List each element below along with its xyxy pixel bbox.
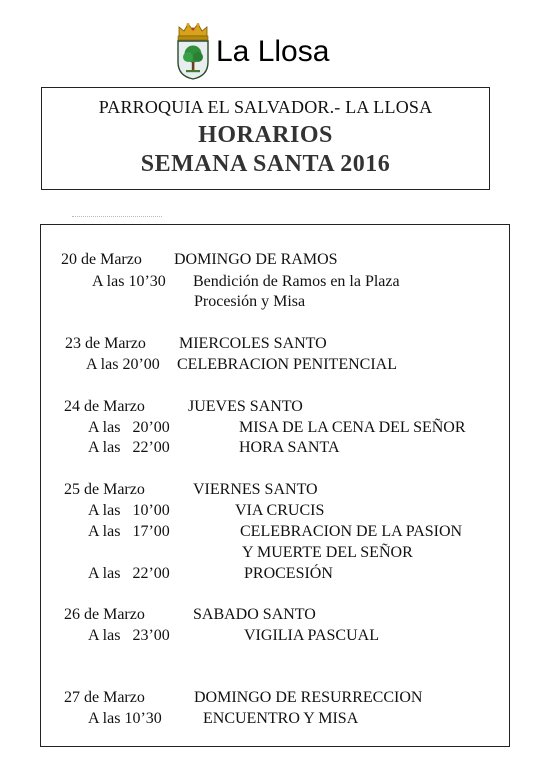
- day-date: 27 de Marzo: [64, 689, 145, 706]
- day-name: MIERCOLES SANTO: [179, 335, 327, 352]
- day-name: JUEVES SANTO: [188, 398, 303, 415]
- coat-of-arms-icon: [176, 22, 210, 80]
- event-desc: MISA DE LA CENA DEL SEÑOR: [239, 419, 466, 436]
- page-subtitle: SEMANA SANTA 2016: [140, 151, 391, 177]
- page-title: HORARIOS: [198, 122, 333, 148]
- event-desc: VIA CRUCIS: [235, 502, 325, 519]
- day-name: SABADO SANTO: [193, 606, 316, 623]
- day-date: 20 de Marzo: [61, 251, 142, 268]
- scan-artifact: [72, 216, 162, 220]
- day-name: DOMINGO DE RESURRECCION: [194, 689, 423, 706]
- event-time: A las 22’00: [88, 565, 170, 582]
- day-date: 23 de Marzo: [65, 335, 146, 352]
- event-time: A las 20’00: [88, 419, 170, 436]
- event-desc: Y MUERTE DEL SEÑOR: [242, 544, 413, 561]
- schedule-box: [40, 224, 510, 747]
- event-desc: Procesión y Misa: [194, 293, 306, 310]
- parish-name: PARROQUIA EL SALVADOR.- LA LLOSA: [98, 97, 433, 117]
- event-desc: Bendición de Ramos en la Plaza: [193, 273, 400, 290]
- event-time: A las 10’30: [92, 273, 166, 290]
- day-name: VIERNES SANTO: [193, 481, 318, 498]
- event-desc: HORA SANTA: [239, 439, 340, 456]
- event-time: A las 20’00: [86, 356, 160, 373]
- event-desc: VIGILIA PASCUAL: [244, 627, 379, 644]
- event-desc: CELEBRACION DE LA PASION: [240, 523, 463, 540]
- header-box: [41, 87, 490, 190]
- event-time: A las 10’30: [88, 710, 162, 727]
- event-desc: PROCESIÓN: [244, 565, 333, 582]
- day-name: DOMINGO DE RAMOS: [174, 251, 338, 268]
- event-desc: ENCUENTRO Y MISA: [203, 710, 359, 727]
- day-date: 26 de Marzo: [64, 606, 145, 623]
- event-time: A las 23’00: [88, 627, 170, 644]
- event-time: A las 22’00: [88, 439, 170, 456]
- event-time: A las 10’00: [88, 502, 170, 519]
- event-time: A las 17’00: [88, 523, 170, 540]
- day-date: 24 de Marzo: [64, 398, 145, 415]
- event-desc: CELEBRACION PENITENCIAL: [177, 356, 397, 373]
- day-date: 25 de Marzo: [64, 481, 145, 498]
- brand-name: La Llosa: [216, 35, 330, 68]
